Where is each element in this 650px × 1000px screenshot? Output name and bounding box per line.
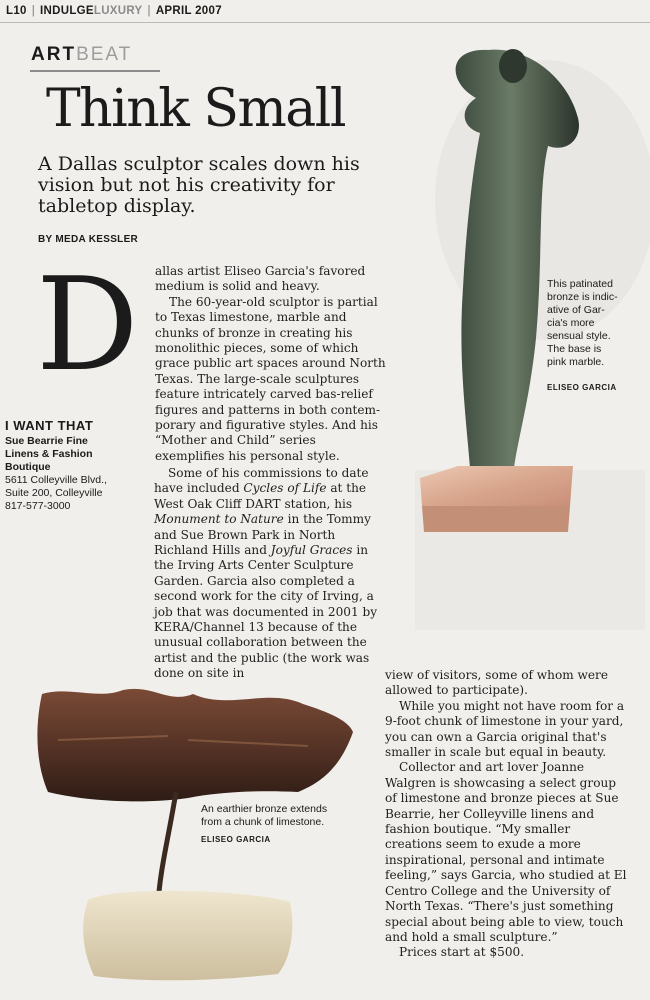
collector-paragraph: Collector and art lover Joanne Walgren is showcasing a select group of limestone and bronze pieces at Sue Bearrie, her Colleyville linens and fashion boutique. “My smaller creations seem to exude a more inspirational, personal and intimate feeling,” says Garcia, who studied at El Centro College and the University of North Texas. “There's just something special about being able to view, touch and hold a small sculpture.” xyxy=(385,760,627,944)
body-line: Texas. The large-scale sculptures xyxy=(155,371,360,386)
body-line: “Mother and Child” series exemplifies his personal style. xyxy=(155,433,340,463)
body-line: chunks of bronze in creating his xyxy=(155,325,353,340)
page-number: L10 xyxy=(6,5,27,17)
body-line: allas artist Eliseo Garcia's favored xyxy=(155,264,366,278)
body-line: medium is solid and heavy. xyxy=(155,279,320,294)
issue-date: APRIL 2007 xyxy=(155,5,222,17)
article-title: Think Small xyxy=(46,79,346,139)
body-line: The 60-year-old sculptor is partial xyxy=(169,294,378,309)
bottom-photo-caption: An earthier bronze extends from a chunk of limestone. xyxy=(201,803,328,828)
section-subname: LUXURY xyxy=(93,5,143,17)
artbeat-logo: ARTBEAT xyxy=(31,44,133,65)
top-photo-caption: This patinated bronze is indic- ative of Gar- cia's more sensual style. The base is pink marble. xyxy=(547,278,618,368)
logo-rule xyxy=(30,70,160,72)
continued-paragraph: view of visitors, some of whom were allowed to participate). xyxy=(385,668,608,698)
body-line: figures and patterns in both contem- xyxy=(155,402,381,417)
price-paragraph: Prices start at $500. xyxy=(399,945,525,960)
top-photo-credit: ELISEO GARCIA xyxy=(547,383,617,392)
section-name: INDULGE xyxy=(40,5,94,17)
store-phone: 817-577-3000 xyxy=(5,500,71,512)
body-line: to Texas limestone, marble and xyxy=(155,310,347,325)
store-name: Sue Bearrie Fine Linens & Fashion Boutique xyxy=(5,435,93,473)
body-line: feature intricately carved bas-relief xyxy=(155,387,373,402)
drop-cap: D xyxy=(36,251,139,400)
body-line: grace public art spaces around North xyxy=(155,356,386,371)
article-byline: BY MEDA KESSLER xyxy=(38,234,139,245)
body-column-right xyxy=(385,668,630,961)
header-rule xyxy=(0,22,650,23)
bottom-photo-credit: ELISEO GARCIA xyxy=(201,835,271,844)
article-deck: A Dallas sculptor scales down his vision but not his creativity for tabletop display. xyxy=(38,153,360,217)
i-want-that-title: I WANT THAT xyxy=(5,418,94,433)
body-column-main xyxy=(154,466,390,682)
store-address: 5611 Colleyville Blvd., Suite 200, Colleyville 817-577-3000 xyxy=(5,474,130,513)
commissions-paragraph: Some of his commissions to date have included Cycles of Life at the West Oak Cliff DART station, his Monument to Nature in the Tommy and Sue Brown Park in North Richland Hills and Joyful Graces in the Irving Arts Center Sculpture Garden. Garcia also completed a second work for the city of Irving, a job that was documented in 2001 by KERA/Channel 13 because of the unusual collaboration between the artist and the public (the work was done on site in xyxy=(154,466,378,681)
limestone-bronze-sculpture-photo xyxy=(28,680,373,985)
body-line: monolithic pieces, some of which xyxy=(155,341,359,356)
i-want-that-box xyxy=(5,418,130,513)
room-paragraph: While you might not have room for a 9-foot chunk of limestone in your yard, you can own a Garcia original that's smaller in scale but equal in beauty. xyxy=(385,698,625,760)
body-column-top xyxy=(155,264,387,464)
body-line: porary and figurative styles. And his xyxy=(155,418,378,433)
page-header: L10 | INDULGELUXURY | APRIL 2007 xyxy=(6,5,222,17)
